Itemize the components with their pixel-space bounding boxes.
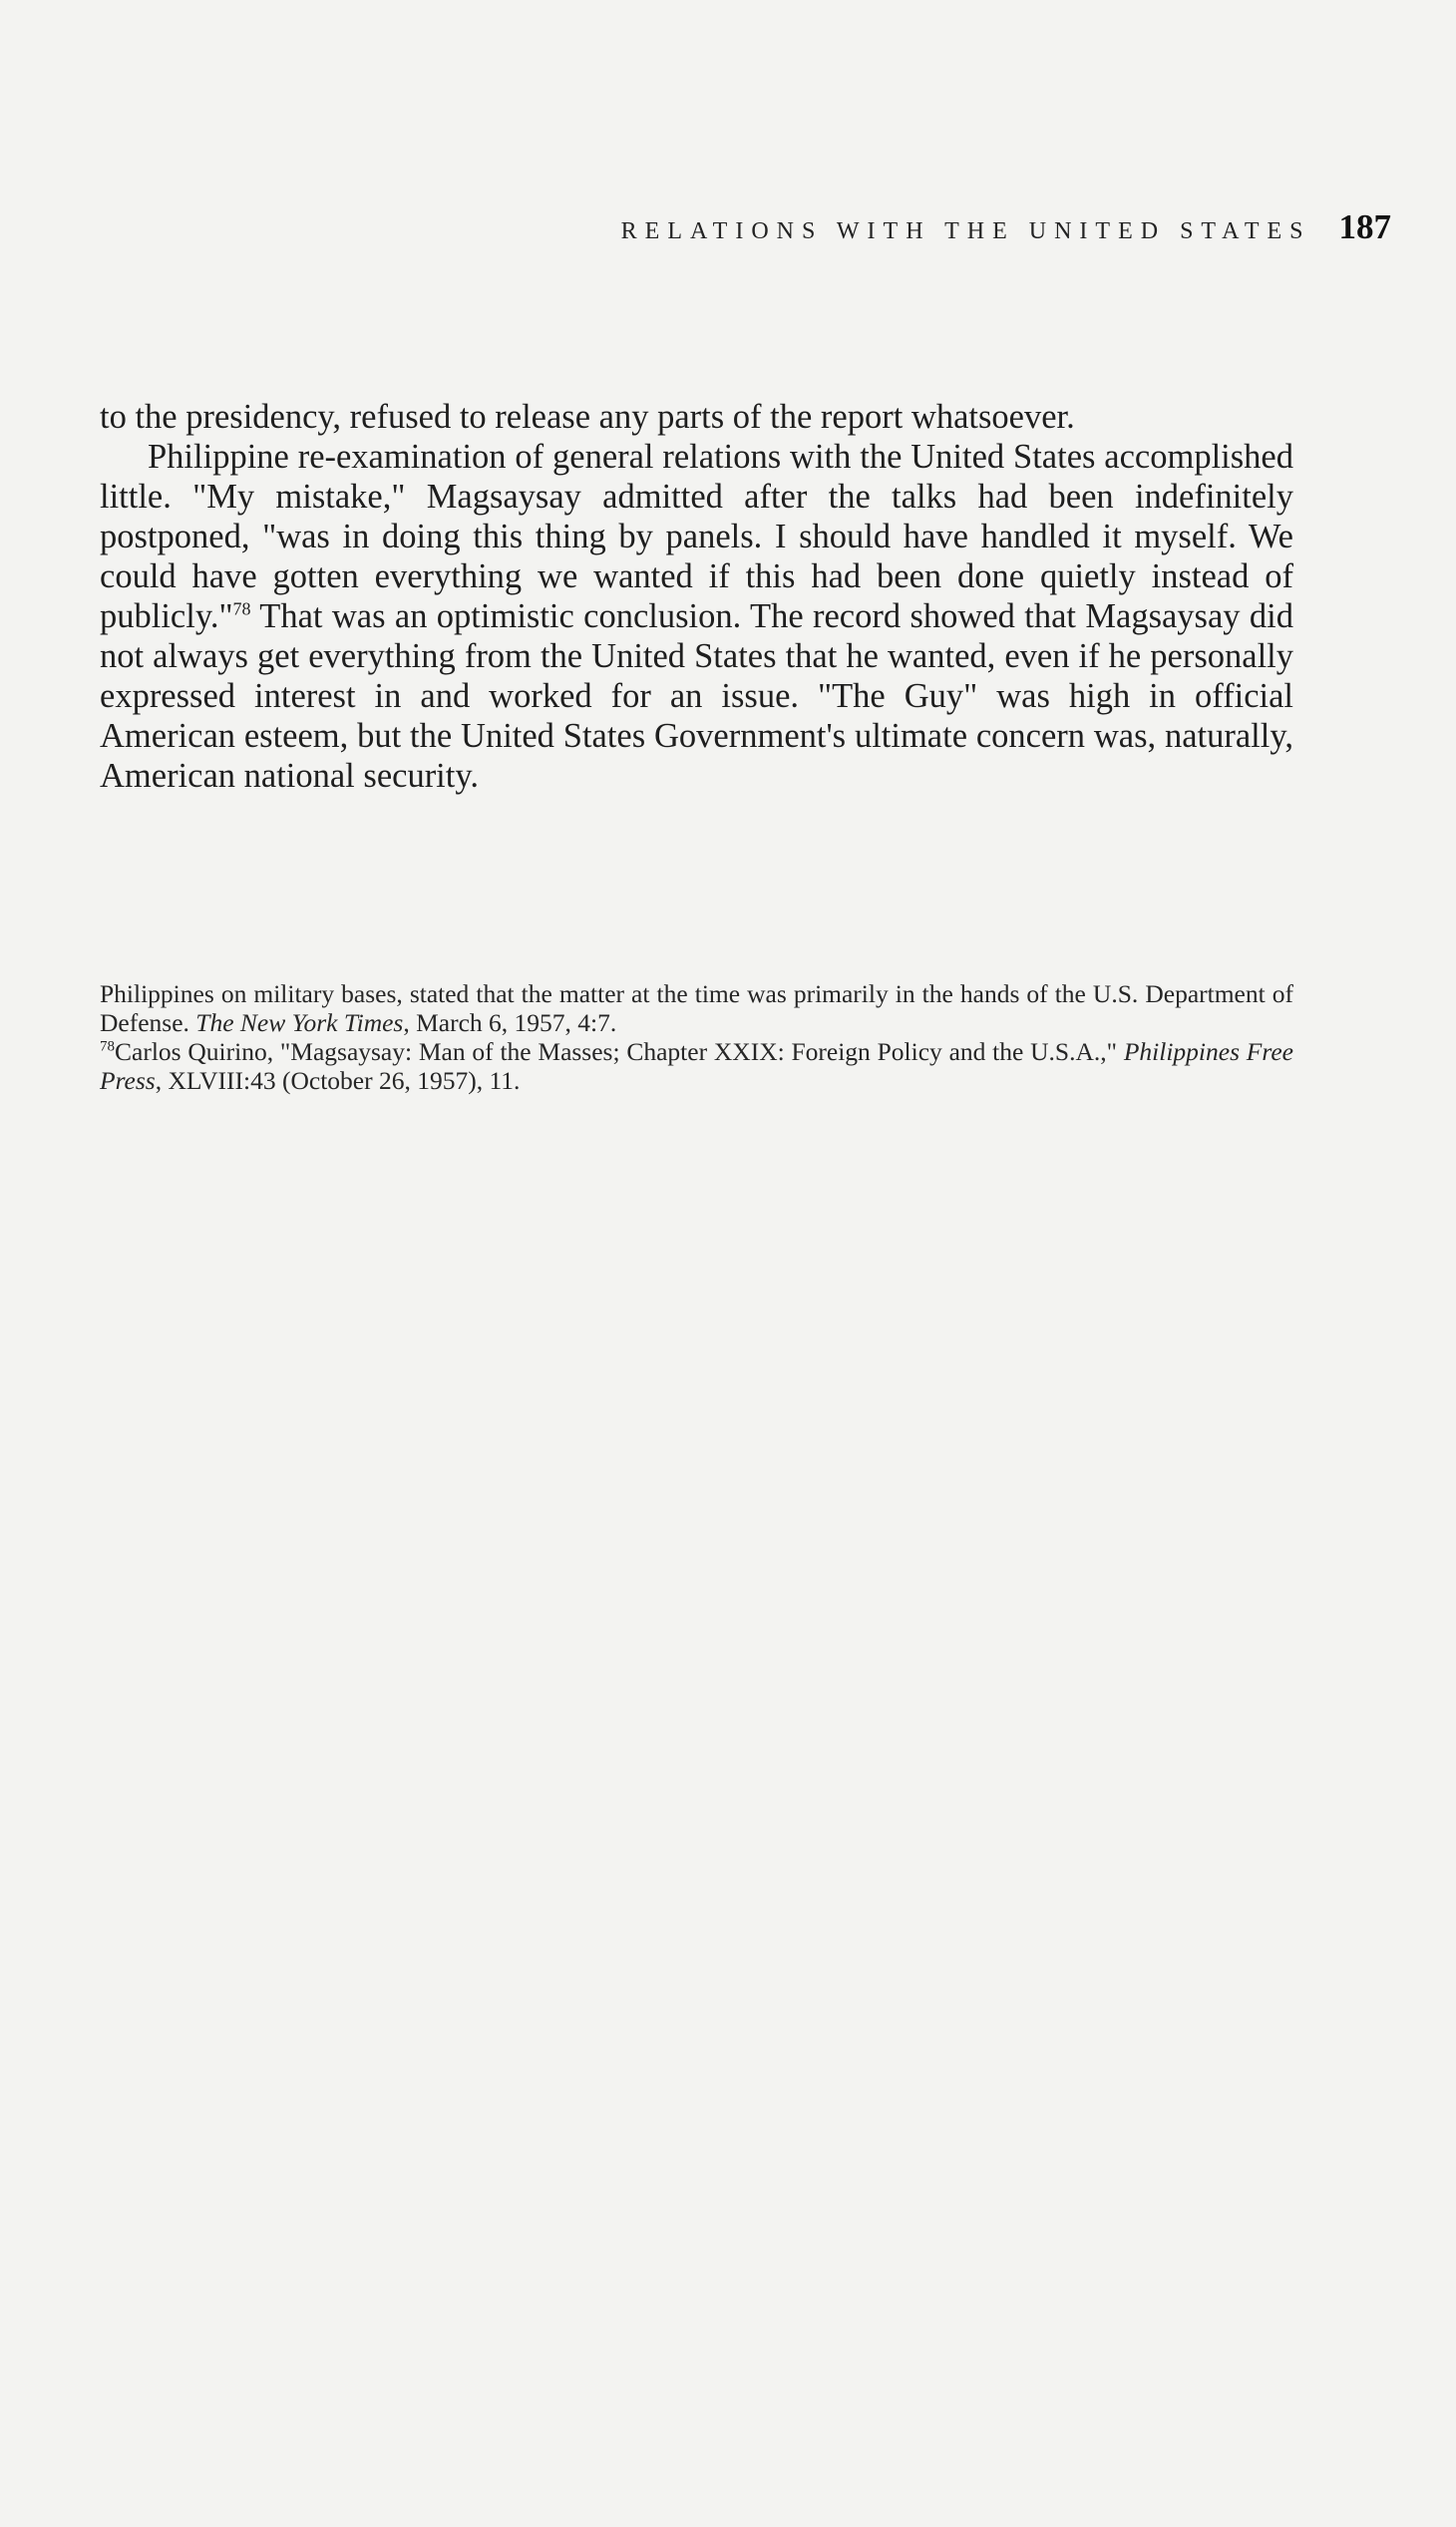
footnote-text: Carlos Quirino, "Magsaysay: Man of the Masses; Chapter XXIX: Foreign Policy and the U.S.A.," bbox=[115, 1037, 1124, 1066]
page-number: 187 bbox=[1338, 207, 1391, 246]
running-title: RELATIONS WITH THE UNITED STATES bbox=[620, 218, 1311, 244]
paragraph-text: Philippine re-examination of general relations with the United States accomplished little. "My mistake," Magsaysay admitted after the talks had been indefinitely postponed, "was in doing this thing by panels. I should have handled it myself. We could have gotten everything we wanted if this had been done quietly instead of publicly." bbox=[100, 438, 1293, 635]
footnote-source-title: Philippines Free Press bbox=[100, 1037, 1293, 1095]
footnote-continued bbox=[100, 979, 1293, 1037]
footnote-text: Philippines on military bases, stated that the matter at the time was primarily in the hands of the U.S. Department of Defense. bbox=[100, 979, 1293, 1037]
footnote-reference: 78 bbox=[232, 598, 251, 619]
paragraph-continuation: to the presidency, refused to release any parts of the report whatsoever. bbox=[100, 398, 1075, 436]
footnote-number: 78 bbox=[100, 1038, 115, 1055]
footnote-source-title: The New York Times bbox=[195, 1008, 404, 1037]
footnote-78 bbox=[100, 1037, 1293, 1095]
paragraph bbox=[100, 437, 1293, 796]
footnote-citation: , XLVIII:43 (October 26, 1957), 11. bbox=[155, 1066, 521, 1095]
running-head bbox=[100, 207, 1391, 247]
footnote-citation: , March 6, 1957, 4:7. bbox=[403, 1008, 617, 1037]
body-text bbox=[100, 397, 1293, 796]
footnotes bbox=[100, 979, 1293, 1095]
paragraph-text: That was an optimistic conclusion. The record showed that Magsaysay did not always get everything from the United States that he wanted, even if he personally expressed interest in and worked for an issue. "The Guy" was high in official American esteem, but the United States Government's ultimate concern was, naturally, American national security. bbox=[100, 597, 1293, 795]
